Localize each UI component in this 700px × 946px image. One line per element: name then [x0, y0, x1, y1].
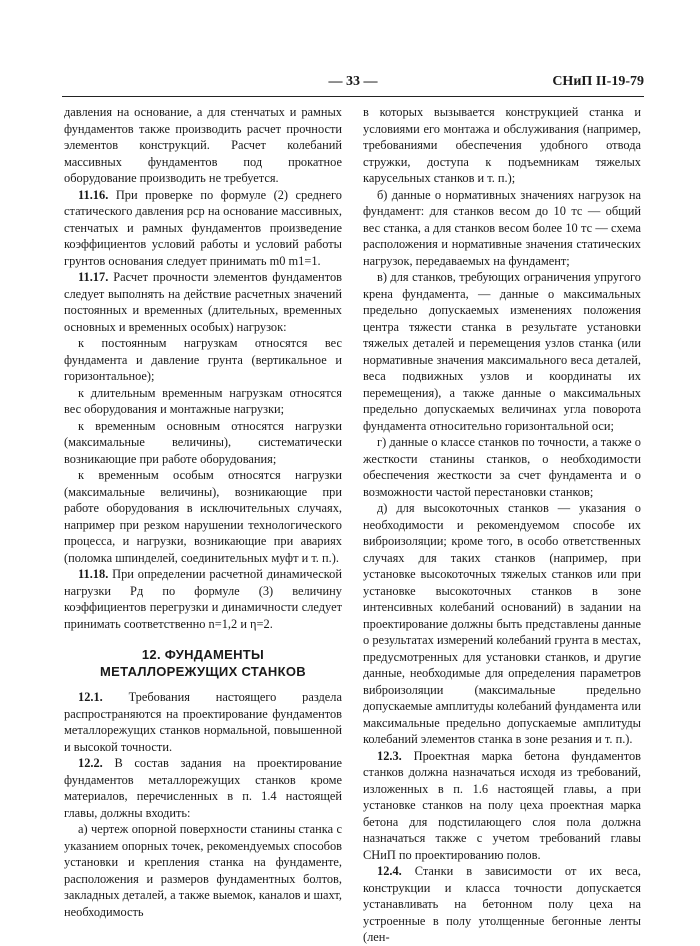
paragraph: в) для станков, требующих ограничения упругого крена фундамента, — данные о максимальных предельно допускаемых изменениях положения центра тяжести станка в результате установки тяжелых деталей и перемещения узлов станка (или нормативные значения максимального веса деталей, веса подвижных узлов и координаты их перемещения), а также данные о максимальных предельно допускаемых величинах угла поворота фундамента относительно горизонтальной оси;: [363, 270, 641, 433]
header-rule: [62, 96, 644, 97]
clause-11-18: [64, 566, 342, 632]
clause-number: 11.17.: [78, 270, 109, 284]
paragraph: к временным основным относятся нагрузки (максимальные величины), систематически возникающие при работе оборудования;: [64, 418, 342, 466]
document-code: СНиП II-19-79: [552, 74, 644, 89]
clause-number: 11.16.: [78, 187, 109, 202]
clause-text: В состав задания на проектирование фундаментов металлорежущих станков кроме материалов, перечисленных в п. 1.4 настоящей главы, должны входить:: [64, 756, 342, 820]
paragraph: давления на основание, а для стенчатых и рамных фундаментов также производить расчет прочности элементов конструкций. Расчет колебаний массивных фундаментов под прокатное оборудование производить не требуется.: [64, 105, 342, 185]
section-heading: [64, 646, 342, 680]
paragraph: б) данные о нормативных значениях нагрузок на фундамент: для станков весом до 10 тс — общий вес станка, а для станков весом более 10 тс — схема расположения и нормативные значения статических нагрузок, передаваемых на фундамент;: [363, 187, 641, 268]
clause-number: 12.2.: [78, 756, 103, 770]
clause-text: Проектная марка бетона фундаментов станков должна назначаться исходя из требований, изложенных в п. 1.6 настоящей главы, а при установке станков на полу цеха проектная марка бетона для подстилающего слоя пола должна назначаться также с учетом требований главы СНиП по проектированию полов.: [363, 748, 641, 862]
page-header: [62, 74, 644, 94]
paragraph: к длительным временным нагрузкам относятся вес оборудования и монтажные нагрузки;: [64, 385, 342, 416]
left-column: [64, 104, 342, 920]
clause-text: При проверке по формуле (2) среднего статического давления pср на основание массивных, стенчатых и рамных фундаментов произведение коэффициентов условий работы и условий работы грунтов основания следует принимать m0 m1=1.: [64, 187, 342, 268]
clause-text: Расчет прочности элементов фундаментов следует выполнять на действие расчетных значений постоянных и временных (длительных, временных основных и временных особых) нагрузок:: [64, 270, 342, 334]
section-heading-line: МЕТАЛЛОРЕЖУЩИХ СТАНКОВ: [100, 664, 306, 679]
clause-number: 11.18.: [78, 567, 109, 581]
paragraph: к временным особым относятся нагрузки (максимальные величины), возникающие при работе оборудования в исключительных случаях, например при резком нарушении технологического процесса, и нагрузки, возникающие при авариях (поломка шпинделей, соединительных муфт и т. п.).: [64, 468, 342, 565]
paragraph: в которых вызывается конструкцией станка и условиями его монтажа и обслуживания (например, требованиями обеспечения удобного отвода стружки, доступа к подъемникам тяжелых карусельных станков и т. п.);: [363, 105, 641, 185]
clause-text: Станки в зависимости от их веса, конструкции и класса точности допускается устанавливать на бетонном полу цеха на устроенные в полу утолщенные бегонные ленты (лен-: [363, 864, 641, 944]
paragraph: г) данные о классе станков по точности, а также о жесткости станины станков, о необходимости обеспечения жесткости за счет фундамента и о возможности частой перестановки станков;: [363, 435, 641, 499]
clause-11-16: [64, 187, 342, 270]
clause-number: 12.1.: [78, 690, 103, 704]
clause-12-1: [64, 689, 342, 755]
right-column: [363, 104, 641, 946]
clause-11-17: [64, 269, 342, 335]
paragraph: д) для высокоточных станков — указания о необходимости и рекомендуемом способе их виброизоляции; кроме того, в особо ответственных случаях для таких станков (например, при установке высокоточных тяжелых станков или при установке высокоточных станков в зоне интенсивных колебаний оснований) в задании на проектирование должны быть представлены данные о результатах измерений колебаний грунта в местах, предусмотренных для установки станков, и другие данные, необходимые для определения параметров виброизоляции (максимальные предельно допускаемые амплитуды колебаний фундамента или максимальные предельно допускаемые амплитуды колебаний элементов станка в зоне резания и т. п.).: [363, 501, 641, 746]
clause-text: При определении расчетной динамической нагрузки Pд по формуле (3) величину коэффициентов перегрузки и динамичности следует принимать соответственно n=1,2 и η=2.: [64, 567, 342, 631]
section-heading-line: 12. ФУНДАМЕНТЫ: [141, 647, 265, 662]
clause-12-4: [363, 863, 641, 946]
page-number: — 33 —: [328, 74, 378, 89]
clause-text: Требования настоящего раздела распространяются на проектирование фундаментов металлорежущих станков нормальной, повышенной и высокой точности.: [64, 690, 342, 754]
clause-number: 12.4.: [377, 864, 402, 878]
clause-12-3: [363, 748, 641, 864]
paragraph: а) чертеж опорной поверхности станины станка с указанием опорных точек, рекомендуемых способов установки и крепления станка на фундаменте, расположения и размеров фундаментных болтов, закладных деталей, а также выемок, каналов и шахт, необходимость: [64, 822, 342, 919]
clause-12-2: [64, 755, 342, 821]
paragraph: к постоянным нагрузкам относятся вес фундамента и давление грунта (вертикальное и горизонтальное);: [64, 336, 342, 383]
clause-number: 12.3.: [377, 748, 402, 763]
